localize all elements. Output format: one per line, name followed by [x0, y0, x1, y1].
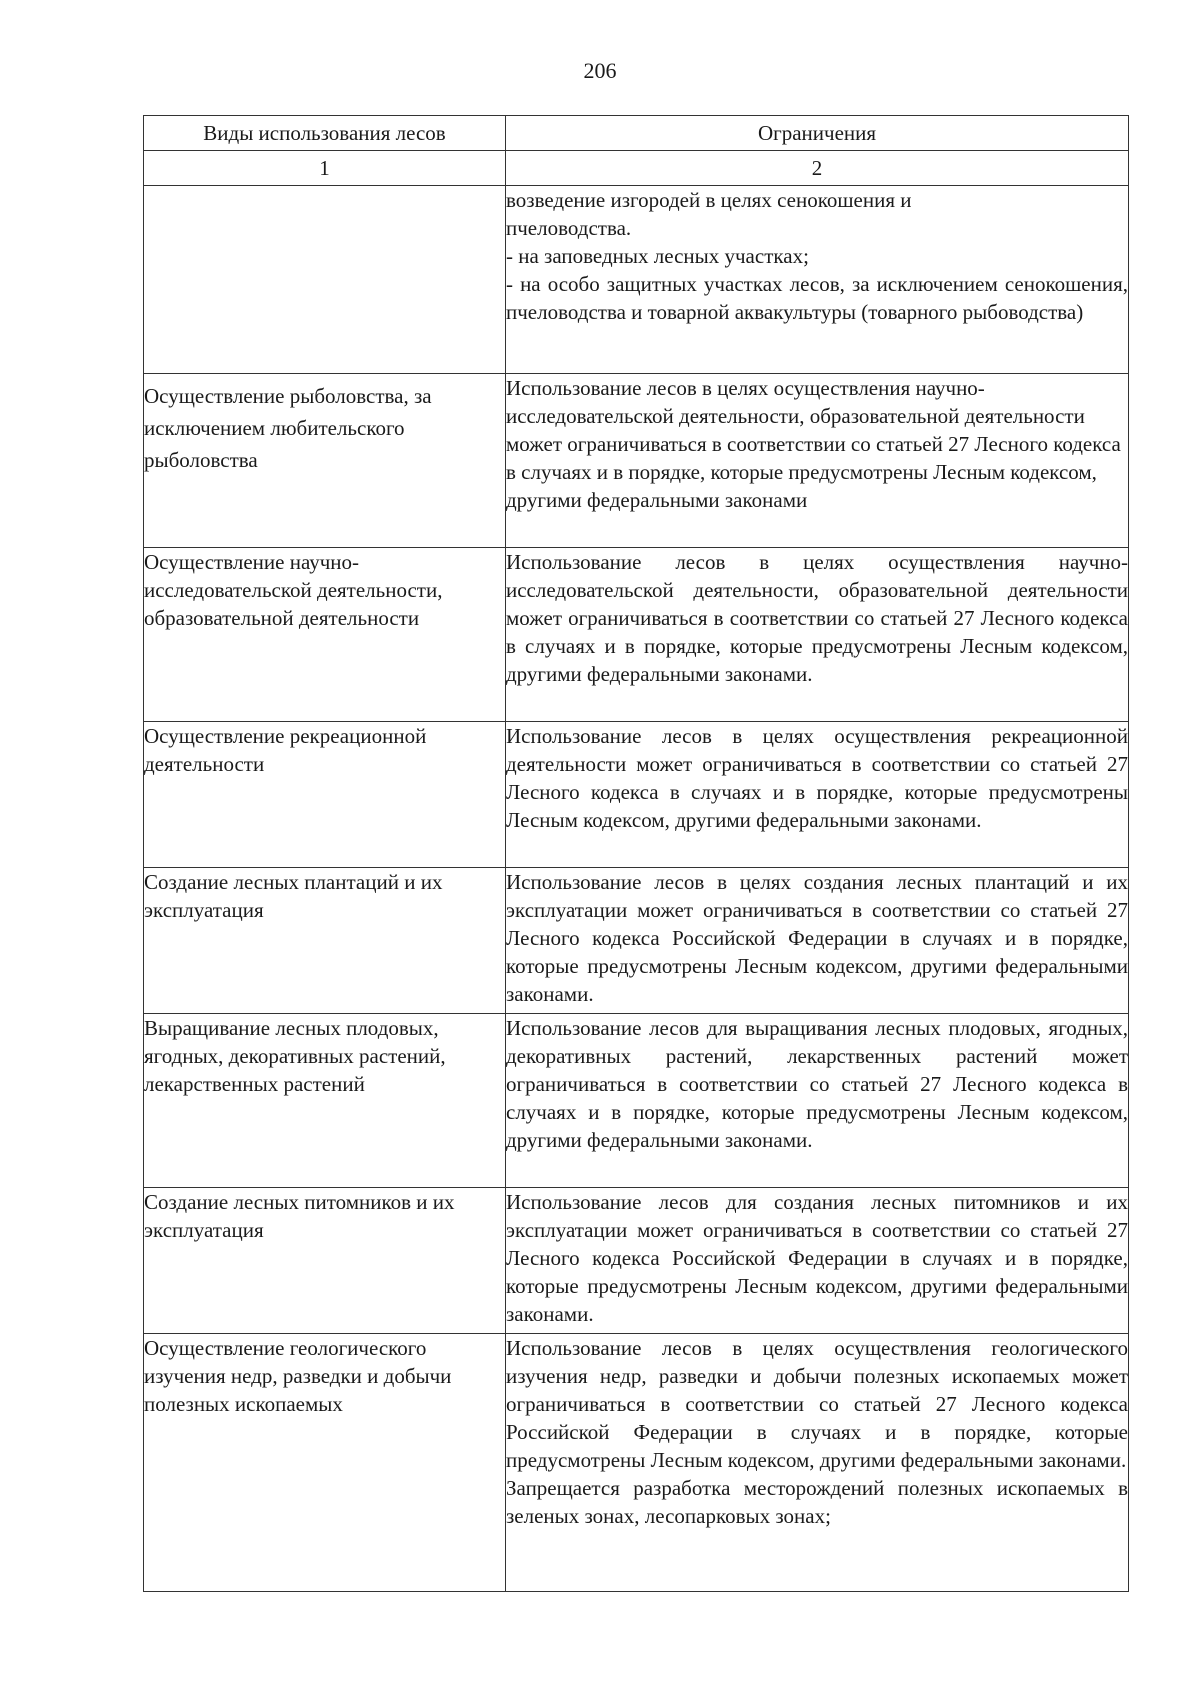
restriction-cell: Использование лесов в целях осуществления рекреационной деятельности может ограничиваться в соответствии со статьей 27 Лесного кодекса в случаях и в порядке, которые предусмотрены Лесным кодексом, другими федеральными законами.	[506, 722, 1129, 868]
page-number: 206	[583, 58, 617, 83]
restriction-text: Использование лесов в целях осуществления геологического изучения недр, разведки и добычи полезных ископаемых может ограничиваться в соответствии со статьей 27 Лесного кодекса Российской Федерации в случаях и в порядке, которые предусмотрены Лесным кодексом, другими федеральными законами.	[506, 1336, 1128, 1472]
restriction-line: возведение изгородей в целях сенокошения и пчеловодства.	[506, 188, 912, 240]
table-row	[144, 722, 1129, 868]
forest-use-cell	[144, 186, 506, 374]
restriction-cell: Использование лесов для выращивания лесных плодовых, ягодных, декоративных растений, лекарственных растений может ограничиваться в соответствии со статьей 27 Лесного кодекса в случаях и в порядке, которые предусмотрены Лесным кодексом, другими федеральными законами.	[506, 1014, 1129, 1188]
table-row	[144, 548, 1129, 722]
restriction-cell: Использование лесов в целях осуществления научно-исследовательской деятельности, образовательной деятельности может ограничиваться в соответствии со статьей 27 Лесного кодекса в случаях и в порядке, которые предусмотрены Лесным кодексом, другими федеральными законами.	[506, 548, 1129, 722]
forest-use-cell: Создание лесных питомников и их эксплуатация	[144, 1188, 506, 1334]
forest-use-cell: Осуществление рекреационной деятельности	[144, 722, 506, 868]
restriction-cell: Использование лесов в целях осуществления научно-исследовательской деятельности, образовательной деятельности может ограничиваться в соответствии со статьей 27 Лесного кодекса в случаях и в порядке, которые предусмотрены Лесным кодексом, другими федеральными законами	[506, 374, 1129, 548]
column-number-row	[144, 151, 1129, 186]
restriction-cell	[506, 1334, 1129, 1592]
column-header-forest-use: Виды использования лесов	[144, 116, 506, 151]
forest-use-restrictions-table	[143, 115, 1129, 1592]
table-row	[144, 374, 1129, 548]
column-number-2: 2	[506, 151, 1129, 186]
restriction-cell: Использование лесов в целях создания лесных плантаций и их эксплуатации может ограничиваться в соответствии со статьей 27 Лесного кодекса Российской Федерации в случаях и в порядке, которые предусмотрены Лесным кодексом, другими федеральными законами.	[506, 868, 1129, 1014]
table-row	[144, 868, 1129, 1014]
restriction-text-extra: Запрещается разработка месторождений полезных ископаемых в зеленых зонах, лесопарковых зонах;	[506, 1476, 1128, 1528]
column-header-restrictions: Ограничения	[506, 116, 1129, 151]
restriction-cell	[506, 186, 1129, 374]
restriction-cell: Использование лесов для создания лесных питомников и их эксплуатации может ограничиваться в соответствии со статьей 27 Лесного кодекса Российской Федерации в случаях и в порядке, которые предусмотрены Лесным кодексом, другими федеральными законами.	[506, 1188, 1129, 1334]
forest-use-cell: Осуществление геологического изучения недр, разведки и добычи полезных ископаемых	[144, 1334, 506, 1592]
table-row	[144, 1334, 1129, 1592]
table-row	[144, 186, 1129, 374]
restriction-line: - на особо защитных участках лесов, за исключением сенокошения, пчеловодства и товарной аквакультуры (товарного рыбоводства)	[506, 272, 1128, 324]
column-number-1: 1	[144, 151, 506, 186]
table-row	[144, 1014, 1129, 1188]
restriction-line: - на заповедных лесных участках;	[506, 244, 809, 268]
header-row	[144, 116, 1129, 151]
table-row	[144, 1188, 1129, 1334]
forest-use-cell: Осуществление научно-исследовательской деятельности, образовательной деятельности	[144, 548, 506, 722]
forest-use-cell: Создание лесных плантаций и их эксплуатация	[144, 868, 506, 1014]
forest-use-cell: Выращивание лесных плодовых, ягодных, декоративных растений, лекарственных растений	[144, 1014, 506, 1188]
forest-use-cell: Осуществление рыболовства, за исключением любительского рыболовства	[144, 374, 506, 548]
